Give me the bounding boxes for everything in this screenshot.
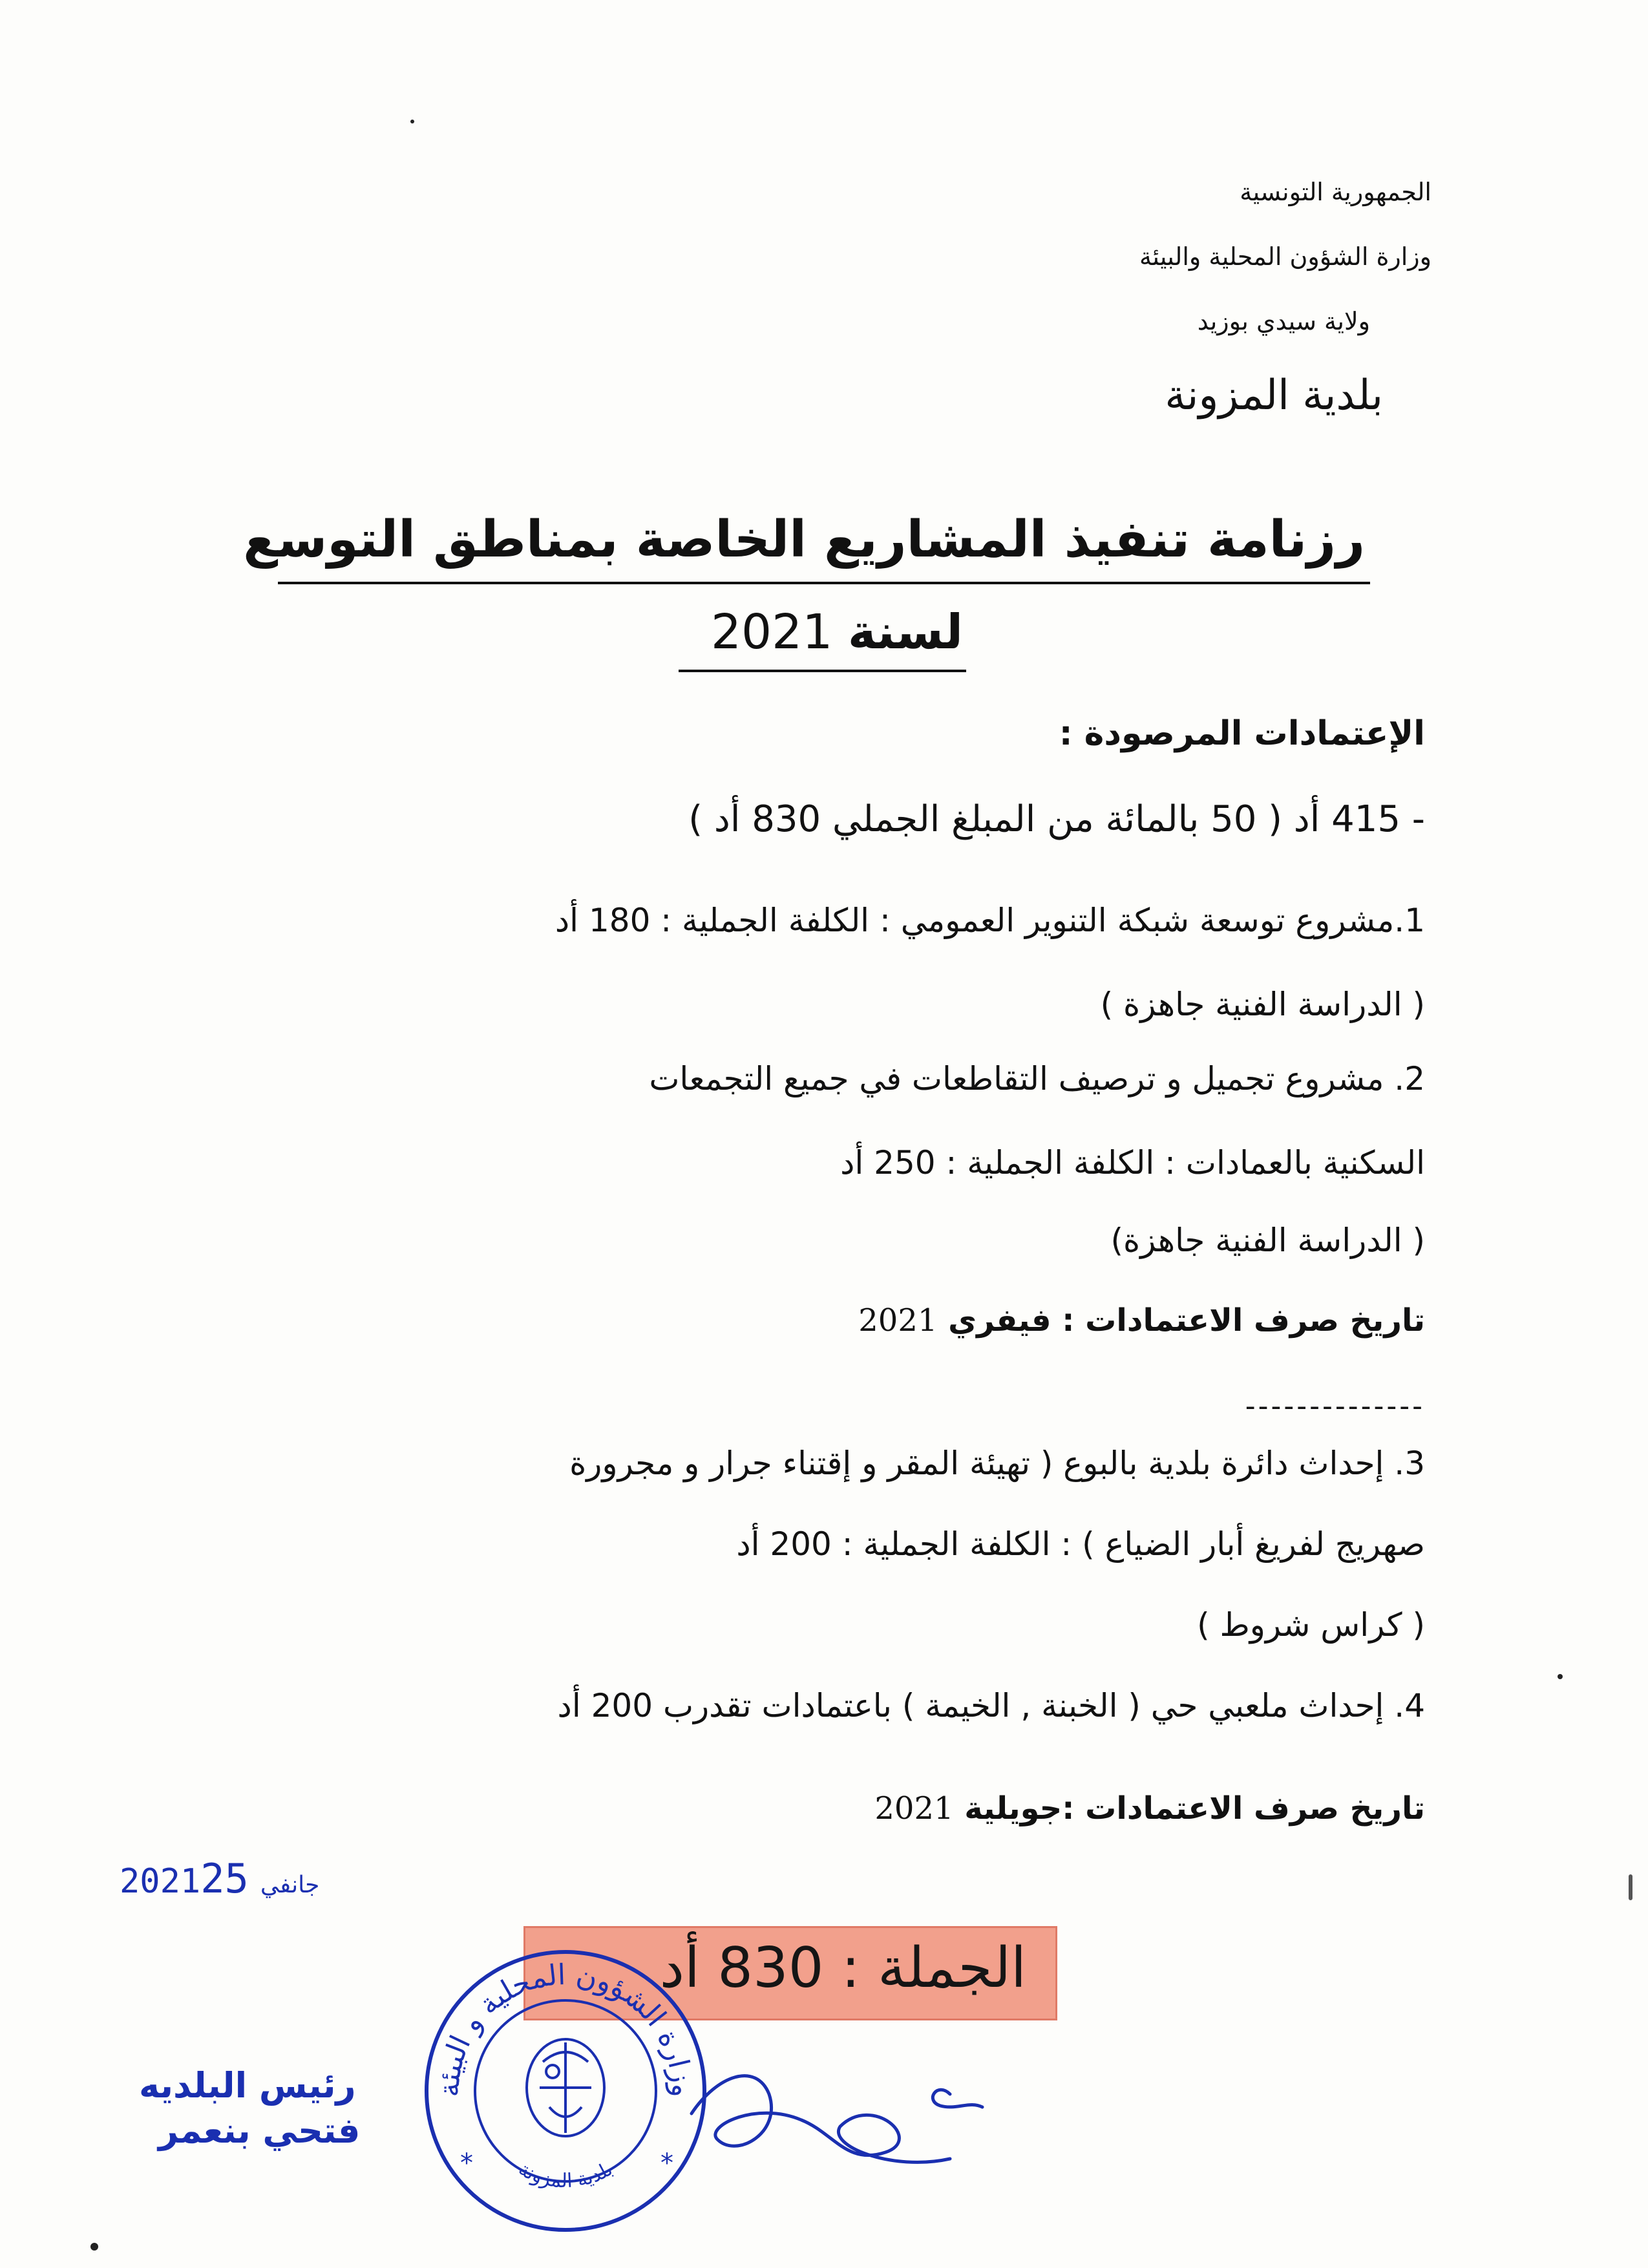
subtitle-prefix: لسنة — [847, 604, 963, 660]
official-seal-icon — [414, 1939, 717, 2243]
project-4-line: 4. إحداث ملعبي حي ( الخبنة , الخيمة ) باعتمادات تقدرب 200 أد — [557, 1687, 1425, 1724]
scan-speck — [410, 120, 414, 123]
stamp-date-day: 25 — [200, 1855, 249, 1902]
stamp-date-year: 2021 — [120, 1862, 201, 1901]
title-underline — [278, 582, 1370, 584]
project-2-line2: السكنية بالعمادات : الكلفة الجملية : 250 أد — [840, 1144, 1425, 1182]
scan-speck — [90, 2243, 98, 2251]
scan-speck — [1629, 1874, 1632, 1900]
section-separator: -------------- — [1245, 1390, 1425, 1423]
disbursement-2 — [874, 1790, 1425, 1827]
project-2-line1: 2. مشروع تجميل و ترصيف التقاطعات في جميع التجمعات — [649, 1060, 1425, 1097]
allocations-summary: - 415 أد ( 50 بالمائة من المبلغ الجملي 830 أد ) — [688, 798, 1425, 840]
disbursement-2-year: 2021 — [874, 1790, 954, 1827]
svg-text:*: * — [660, 2148, 673, 2178]
handwritten-signature-icon — [679, 2036, 1015, 2178]
project-2-note: ( الدراسة الفنية جاهزة) — [1110, 1222, 1425, 1259]
header-governorate: ولاية سيدي بوزيد — [1197, 307, 1370, 335]
project-3-line1: 3. إحداث دائرة بلدية بالبوع ( تهيئة المقر و إقتناء جرار و مجرورة — [569, 1445, 1425, 1482]
document-subtitle — [711, 604, 963, 660]
svg-text:*: * — [460, 2148, 473, 2178]
project-3-note: ( كراس شروط ) — [1197, 1606, 1425, 1644]
signatory-name: فتحي بنعمر — [158, 2110, 361, 2151]
disbursement-1-year: 2021 — [858, 1302, 938, 1339]
stamp-date — [120, 1855, 331, 1902]
signatory-title: رئيس البلديه — [139, 2065, 356, 2106]
stamp-date-month: جانفي — [260, 1872, 320, 1898]
allocations-heading: الإعتمادات المرصودة : — [1059, 714, 1425, 753]
project-1-note: ( الدراسة الفنية جاهزة ) — [1100, 986, 1425, 1023]
total-text: الجملة : 830 أد — [659, 1936, 1026, 2000]
disbursement-2-label: تاريخ صرف الاعتمادات :جويلية — [964, 1790, 1425, 1827]
header-ministry: وزارة الشؤون المحلية والبيئة — [1139, 242, 1431, 271]
seal-inner-text: بلدية المزونة — [514, 2157, 617, 2193]
project-3-line2: صهريج لفريغ أبار الضياع ) : الكلفة الجملية : 200 أد — [736, 1525, 1425, 1563]
disbursement-1 — [858, 1302, 1425, 1339]
disbursement-1-label: تاريخ صرف الاعتمادات : فيفري — [948, 1302, 1425, 1339]
subtitle-year: 2021 — [710, 604, 833, 660]
header-municipality: بلدية المزونة — [1165, 372, 1383, 419]
scan-speck — [1558, 1674, 1563, 1679]
seal-outer-text: وزارة الشؤون المحلية و البيئة — [432, 1958, 699, 2097]
document-title: رزنامة تنفيذ المشاريع الخاصة بمناطق التوسع — [243, 511, 1365, 569]
header-republic: الجمهورية التونسية — [1240, 178, 1431, 206]
subtitle-underline — [679, 670, 966, 672]
project-1-line: 1.مشروع توسعة شبكة التنوير العمومي : الكلفة الجملية : 180 أد — [555, 902, 1425, 939]
